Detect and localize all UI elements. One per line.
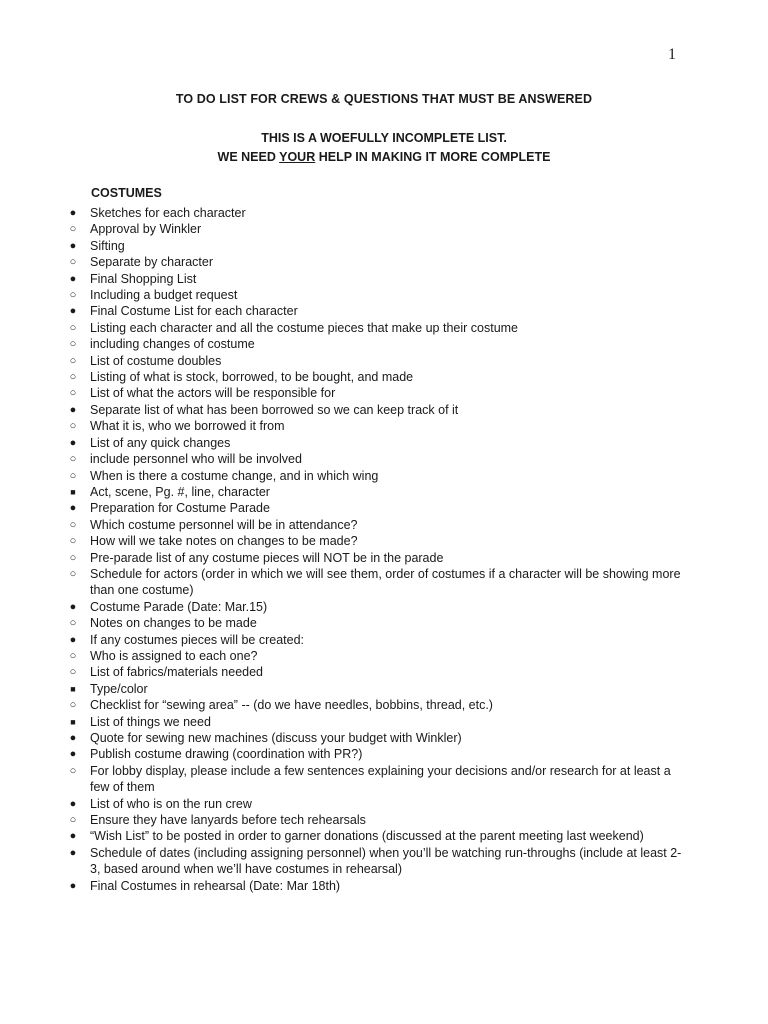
hollow-bullet-icon: ○ [69, 387, 77, 400]
list-item [0, 468, 768, 484]
filled-bullet-icon: ● [69, 600, 77, 613]
list-item-text: List of what the actors will be responsible for [90, 386, 336, 401]
list-item-text: Quote for sewing new machines (discuss your budget with Winkler) [90, 731, 462, 745]
list-item-text: Separate by character [90, 255, 213, 270]
list-item-text: Approval by Winkler [90, 222, 202, 237]
hollow-bullet-icon: ○ [69, 535, 77, 548]
list-item-text: What it is, who we borrowed it from [90, 419, 285, 434]
list-item-text: Final Shopping List [90, 271, 197, 286]
list-item [0, 632, 768, 648]
list-item-text: Costume Parade (Date: Mar.15) [90, 599, 268, 614]
list-item [0, 664, 768, 680]
list-item [0, 648, 768, 664]
list-item [0, 484, 768, 500]
list-item-text: Final Costumes in rehearsal (Date: Mar 18th) [90, 878, 341, 893]
page-number: 1 [668, 46, 676, 63]
list-item [0, 697, 768, 713]
list-item-text: List of costume doubles [90, 353, 222, 368]
hollow-bullet-icon: ○ [69, 567, 77, 580]
list-item-text: “Wish List” to be posted in order to garner donations (discussed at the parent meeting last weekend) [90, 829, 644, 844]
list-item [0, 681, 768, 697]
list-item-text: If any costumes pieces will be created: [90, 632, 304, 647]
list-item [0, 517, 768, 533]
list-item [0, 320, 768, 336]
list-item [0, 828, 768, 844]
list-item-text: How will we take notes on changes to be made? [90, 534, 358, 549]
hollow-bullet-icon: ○ [69, 699, 77, 712]
list-item-text: List of things we need [90, 714, 211, 729]
list-item-text: Who is assigned to each one? [90, 648, 258, 663]
list-item [0, 271, 768, 287]
hollow-bullet-icon: ○ [69, 649, 77, 662]
list-item [0, 878, 768, 894]
subtitle-line-2-emphasis: YOUR [279, 150, 316, 164]
filled-bullet-icon: ● [69, 207, 77, 219]
filled-bullet-icon: ● [69, 502, 77, 515]
list-item-text: For lobby display, please include a few sentences explaining your decisions and/or research for at least a few of them [90, 763, 671, 795]
filled-bullet-icon: ● [69, 436, 77, 449]
list-item [0, 714, 768, 730]
list-item [0, 303, 768, 319]
list-item-text: Schedule of dates (including assigning personnel) when you’ll be watching run-throughs (include at least 2-3, based around when we’ll have costumes in rehearsal) [90, 845, 682, 877]
list-item-text: Type/color [90, 681, 148, 696]
list-item-text: Which costume personnel will be in attendance? [90, 517, 358, 532]
list-item-text: including changes of costume [90, 337, 255, 352]
list-item [0, 451, 768, 467]
list-item-text: Checklist for “sewing area” -- (do we have needles, bobbins, thread, etc.) [90, 698, 493, 713]
square-bullet-icon: ■ [70, 716, 76, 727]
list-item [0, 402, 768, 418]
list-item [0, 385, 768, 401]
document-title: TO DO LIST FOR CREWS & QUESTIONS THAT MUST BE ANSWERED [175, 92, 593, 106]
hollow-bullet-icon: ○ [69, 551, 77, 564]
list-item-text: List of who is on the run crew [90, 796, 252, 811]
list-item-text: Listing each character and all the costume pieces that make up their costume [90, 320, 519, 335]
list-item-text: Listing of what is stock, borrowed, to be bought, and made [90, 370, 414, 385]
list-item [0, 812, 768, 828]
square-bullet-icon: ■ [70, 683, 76, 694]
list-item [0, 763, 768, 796]
hollow-bullet-icon: ○ [69, 256, 77, 269]
list-item [0, 238, 768, 254]
list-item-text: When is there a costume change, and in which wing [90, 468, 379, 483]
filled-bullet-icon: ● [69, 272, 77, 285]
list-item [0, 615, 768, 631]
list-item [0, 287, 768, 303]
hollow-bullet-icon: ○ [69, 371, 77, 384]
hollow-bullet-icon: ○ [69, 354, 77, 367]
costume-todo-list [0, 205, 768, 894]
list-item-text: Sketches for each character [90, 206, 246, 220]
list-item [0, 533, 768, 549]
filled-bullet-icon: ● [69, 846, 77, 859]
list-item [0, 254, 768, 270]
filled-bullet-icon: ● [69, 830, 77, 843]
list-item [0, 353, 768, 369]
subtitle-line-2-before: WE NEED [217, 150, 280, 164]
list-item-text: Pre-parade list of any costume pieces will NOT be in the parade [90, 550, 444, 565]
hollow-bullet-icon: ○ [69, 289, 77, 302]
list-item-text: Ensure they have lanyards before tech rehearsals [90, 813, 366, 828]
hollow-bullet-icon: ○ [69, 453, 77, 466]
list-item-text: Sifting [90, 238, 125, 253]
list-item [0, 550, 768, 566]
list-item [0, 599, 768, 615]
list-item-text: Separate list of what has been borrowed so we can keep track of it [90, 402, 459, 417]
section-heading-costumes: COSTUMES [91, 186, 162, 200]
list-item-text: Publish costume drawing (coordination with PR?) [90, 747, 363, 762]
hollow-bullet-icon: ○ [69, 338, 77, 351]
list-item [0, 566, 768, 599]
list-item-text: Notes on changes to be made [90, 616, 257, 631]
list-item [0, 845, 768, 878]
list-item [0, 500, 768, 516]
list-item [0, 796, 768, 812]
filled-bullet-icon: ● [69, 403, 77, 416]
list-item [0, 205, 768, 221]
filled-bullet-icon: ● [69, 305, 77, 318]
list-item [0, 730, 768, 746]
list-item [0, 369, 768, 385]
subtitle-line-1: THIS IS A WOEFULLY INCOMPLETE LIST. [261, 131, 507, 145]
filled-bullet-icon: ● [69, 732, 77, 744]
list-item [0, 435, 768, 451]
filled-bullet-icon: ● [69, 748, 77, 761]
subtitle-line-2-after: HELP IN MAKING IT MORE COMPLETE [315, 150, 551, 164]
hollow-bullet-icon: ○ [69, 469, 77, 482]
hollow-bullet-icon: ○ [69, 518, 77, 531]
list-item-text: Act, scene, Pg. #, line, character [90, 484, 270, 499]
filled-bullet-icon: ● [69, 879, 77, 892]
filled-bullet-icon: ● [69, 633, 77, 646]
list-item-text: List of fabrics/materials needed [90, 665, 264, 680]
list-item [0, 336, 768, 352]
hollow-bullet-icon: ○ [69, 321, 77, 334]
hollow-bullet-icon: ○ [69, 617, 77, 630]
hollow-bullet-icon: ○ [69, 420, 77, 433]
list-item-text: include personnel who will be involved [90, 452, 302, 467]
list-item [0, 221, 768, 237]
list-item-text: Preparation for Costume Parade [90, 501, 270, 516]
subtitle-line-2 [0, 150, 768, 164]
list-item-text: Including a budget request [90, 288, 238, 303]
hollow-bullet-icon: ○ [69, 666, 77, 679]
filled-bullet-icon: ● [69, 797, 77, 810]
hollow-bullet-icon: ○ [69, 223, 77, 236]
filled-bullet-icon: ● [69, 239, 77, 252]
hollow-bullet-icon: ○ [69, 764, 77, 777]
list-item-text: Schedule for actors (order in which we will see them, order of costumes if a character will be showing more than one costume) [90, 566, 681, 598]
square-bullet-icon: ■ [70, 486, 76, 497]
hollow-bullet-icon: ○ [69, 814, 77, 827]
list-item-text: List of any quick changes [90, 435, 231, 450]
list-item-text: Final Costume List for each character [90, 304, 298, 319]
list-item [0, 418, 768, 434]
list-item [0, 746, 768, 762]
